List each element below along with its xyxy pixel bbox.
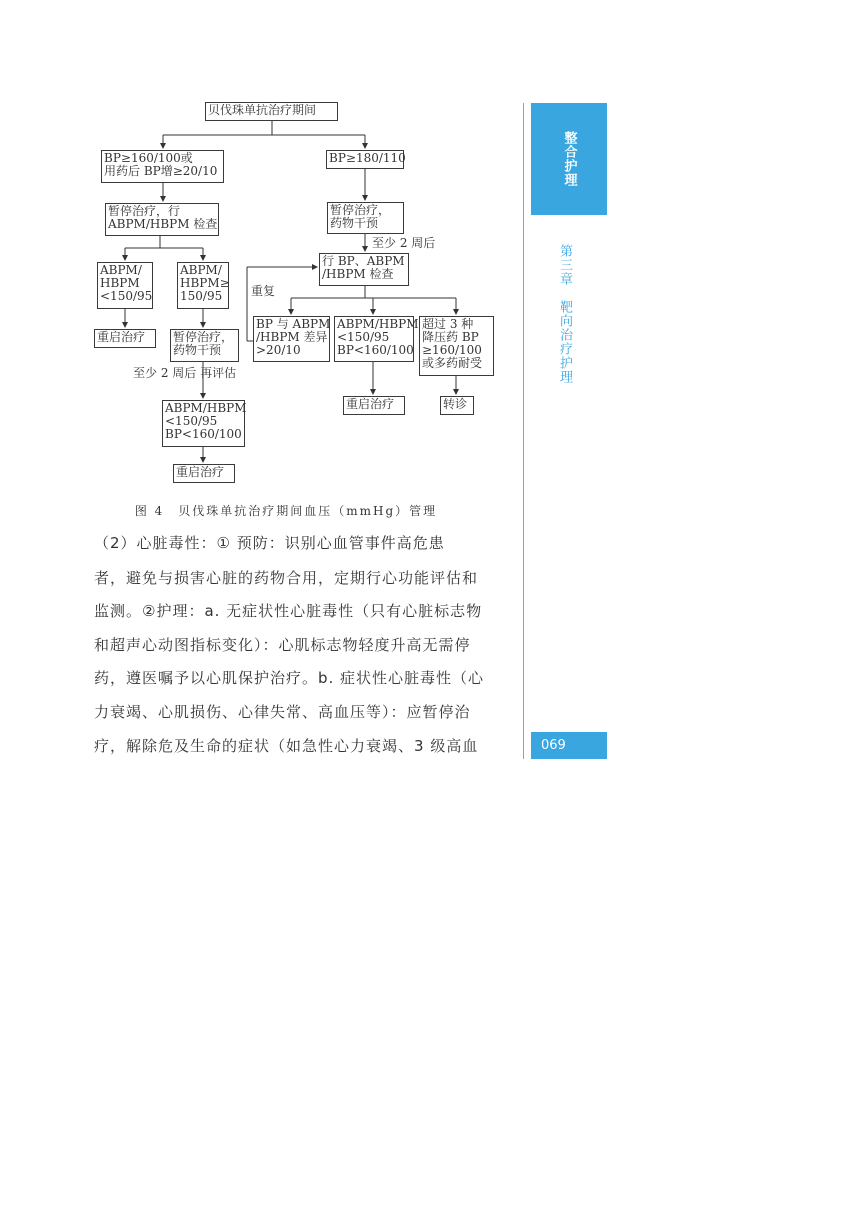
flow-right-action: 暂停治疗， 药物干预: [327, 202, 404, 234]
flow-right-branch-b: ABPM/HBPM <150/95 BP<160/100: [334, 316, 414, 362]
flow-right-branch-c: 超过 3 种 降压药 BP ≥160/100 或多药耐受: [419, 316, 494, 376]
sidebar-divider: [523, 103, 524, 759]
body-line-5: 药，遵医嘱予以心肌保护治疗。b. 症状性心脏毒性（心: [94, 669, 485, 687]
flow-restart-2: 重启治疗: [343, 396, 405, 415]
flow-left-branch-a: ABPM/ HBPM <150/95: [97, 262, 153, 309]
sidebar-section-tab: [531, 103, 607, 215]
flow-label-after-two-weeks: 至少 2 周后: [372, 236, 436, 250]
flow-recheck: 行 BP、ABPM /HBPM 检查: [319, 253, 409, 286]
sidebar-chapter-title: 第三章 靶向治疗护理: [557, 244, 572, 384]
sidebar-section-title: 整合护理: [561, 131, 577, 187]
flow-final-check: ABPM/HBPM <150/95 BP<160/100: [162, 400, 245, 447]
body-line-4: 和超声心动图指标变化）：心肌标志物轻度升高无需停: [94, 636, 471, 654]
flow-left-action: 暂停治疗，行 ABPM/HBPM 检查: [105, 203, 219, 236]
flow-restart-3: 重启治疗: [173, 464, 235, 483]
flow-label-assess: 至少 2 周后 再评估: [133, 366, 237, 380]
body-line-7: 疗，解除危及生命的症状（如急性心力衰竭、3 级高血: [94, 737, 479, 755]
body-line-3: 监测。②护理：a. 无症状性心脏毒性（只有心脏标志物: [94, 602, 483, 620]
body-line-6: 力衰竭、心肌损伤、心律失常、高血压等）：应暂停治: [94, 703, 471, 721]
flow-label-repeat: 重复: [251, 284, 276, 298]
figure-caption: 图 4 贝伐珠单抗治疗期间血压（mmHg）管理: [134, 504, 438, 518]
flow-left-condition: BP≥160/100或 用药后 BP增≥20/10: [101, 150, 224, 183]
flow-right-branch-a: BP 与 ABPM /HBPM 差异 >20/10: [253, 316, 330, 362]
flow-pause-drug: 暂停治疗， 药物干预: [170, 329, 239, 362]
flow-top: 贝伐珠单抗治疗期间: [205, 102, 338, 121]
page-number: 069: [531, 732, 607, 759]
body-line-1: （2）心脏毒性：① 预防：识别心血管事件高危患: [94, 534, 445, 552]
flow-left-branch-b: ABPM/ HBPM≥ 150/95: [177, 262, 229, 309]
flow-restart-1: 重启治疗: [94, 329, 156, 348]
flow-referral: 转诊: [440, 396, 474, 415]
body-line-2: 者，避免与损害心脏的药物合用，定期行心功能评估和: [94, 569, 479, 587]
flow-right-condition: BP≥180/110: [326, 150, 404, 169]
